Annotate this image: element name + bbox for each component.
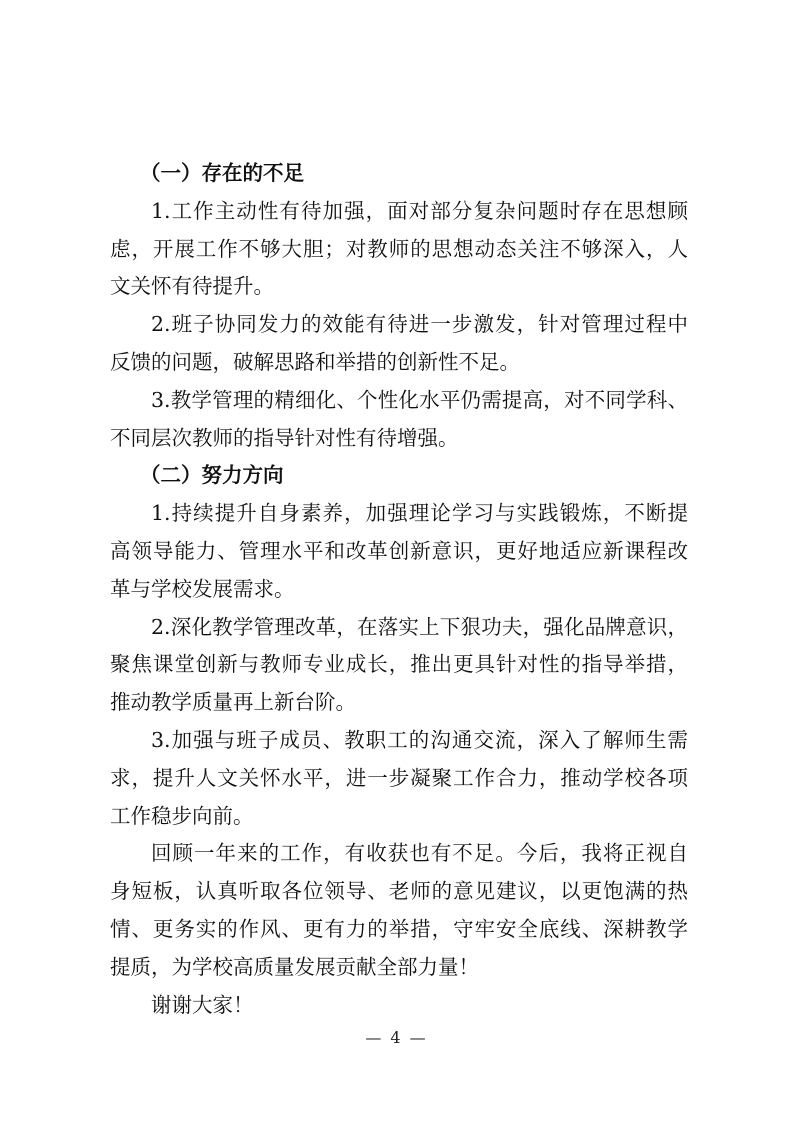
paragraph-line: 革与学校发展需求。 bbox=[110, 576, 295, 601]
paragraph-line: 求，提升人文关怀水平，进一步凝聚工作合力，推动学校各项 bbox=[110, 765, 688, 790]
thanks-line: 谢谢大家！ bbox=[151, 992, 254, 1017]
paragraph-line: 推动教学质量再上新台阶。 bbox=[110, 690, 356, 715]
paragraph-line: 不同层次教师的指导针对性有待增强。 bbox=[110, 425, 459, 450]
paragraph-line: 1.工作主动性有待加强，面对部分复杂问题时存在思想顾 bbox=[151, 198, 688, 223]
closing-line: 回顾一年来的工作，有收获也有不足。今后，我将正视自 bbox=[151, 841, 688, 866]
paragraph-line: 反馈的问题，破解思路和举措的创新性不足。 bbox=[110, 349, 520, 374]
paragraph-line: 2.班子协同发力的效能有待进一步激发，针对管理过程中 bbox=[151, 312, 688, 337]
page-number: — 4 — bbox=[365, 1028, 428, 1047]
paragraph-line: 虑，开展工作不够大胆；对教师的思想动态关注不够深入，人 bbox=[110, 236, 688, 261]
paragraph-line: 1.持续提升自身素养，加强理论学习与实践锻炼，不断提 bbox=[151, 501, 688, 526]
paragraph-line: 高领导能力、管理水平和改革创新意识，更好地适应新课程改 bbox=[110, 538, 688, 563]
paragraph-line: 文关怀有待提升。 bbox=[110, 274, 274, 299]
paragraph-line: 工作稳步向前。 bbox=[110, 803, 254, 828]
closing-line: 情、更务实的作风、更有力的举措，守牢安全底线、深耕教学 bbox=[110, 916, 688, 941]
paragraph-line: 3.加强与班子成员、教职工的沟通交流，深入了解师生需 bbox=[151, 727, 688, 752]
closing-line: 提质，为学校高质量发展贡献全部力量！ bbox=[110, 954, 479, 979]
paragraph-line: 2.深化教学管理改革，在落实上下狠功夫，强化品牌意识， bbox=[151, 614, 688, 639]
document-body bbox=[110, 155, 688, 1024]
section-heading-directions: （二）努力方向 bbox=[140, 463, 284, 488]
section-heading-shortcomings: （一）存在的不足 bbox=[140, 161, 304, 185]
paragraph-line: 聚焦课堂创新与教师专业成长，推出更具针对性的指导举措， bbox=[110, 652, 688, 677]
paragraph-line: 3.教学管理的精细化、个性化水平仍需提高，对不同学科、 bbox=[151, 387, 688, 412]
closing-line: 身短板，认真听取各位领导、老师的意见建议，以更饱满的热 bbox=[110, 879, 688, 904]
